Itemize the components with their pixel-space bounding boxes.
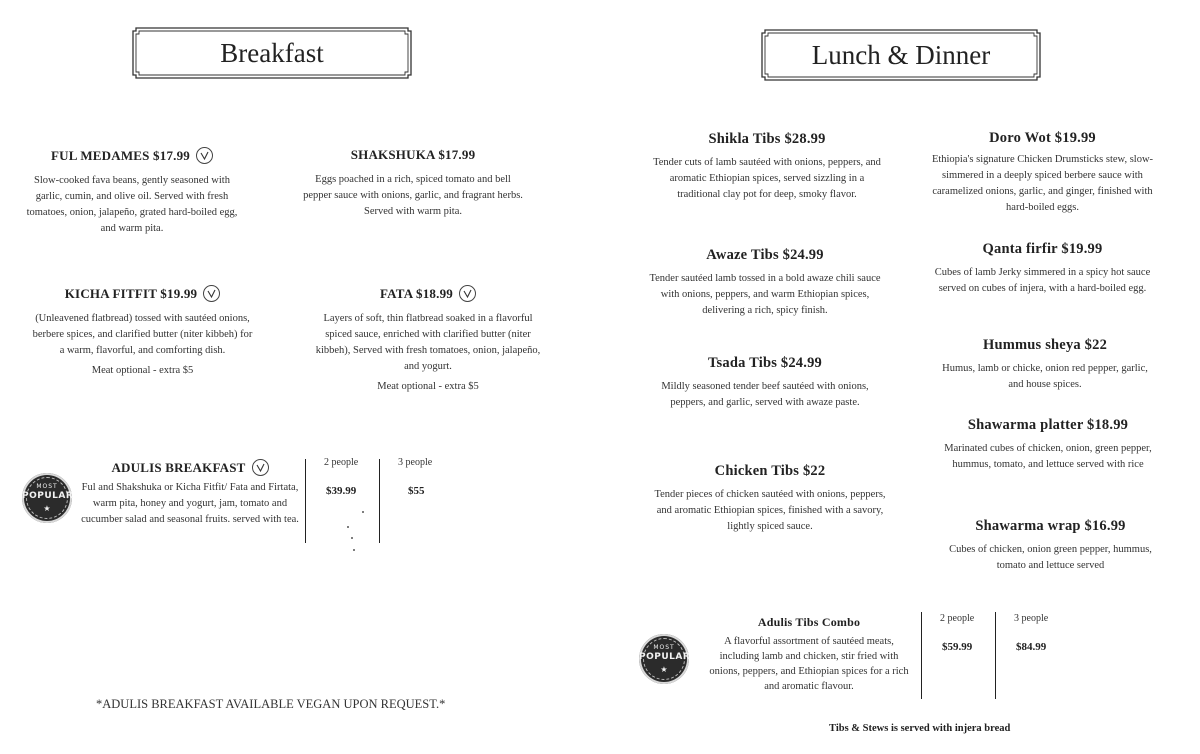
item-name: Doro Wot $19.99 [989, 130, 1096, 146]
menu-item-hummus-sheya [940, 337, 1150, 393]
price-divider [995, 612, 996, 699]
badge-top-text: MOST [36, 483, 58, 490]
item-name: Shikla Tibs $28.99 [708, 131, 826, 147]
vegan-icon [459, 285, 476, 302]
badge-top-text: MOST [653, 644, 675, 651]
lunch-dinner-banner [761, 29, 1041, 81]
menu-item-doro-wot [925, 130, 1160, 216]
most-popular-badge [639, 634, 689, 684]
item-name: Shawarma platter $18.99 [967, 417, 1129, 433]
item-name: Chicken Tibs $22 [714, 463, 826, 479]
price-col-label-3: 3 people [1014, 613, 1049, 624]
breakfast-banner [132, 27, 412, 79]
menu-item-kicha-fitfit [30, 285, 255, 376]
item-description: Tender cuts of lamb sautéed with onions, peppers, and aromatic Ethiopian spices, served sizzling in a traditional clay pot for deep, smoky flavor. [653, 157, 881, 200]
menu-item-shikla-tibs [652, 131, 882, 203]
item-name: Tsada Tibs $24.99 [708, 355, 822, 371]
item-description: (Unleavened flatbread) tossed with sautéed onions, berbere spices, and clarified butter (niter kibbeh) for a warm, flavorful, and comforting dish. [32, 313, 253, 356]
item-name: Adulis Tibs Combo [757, 615, 861, 629]
item-name: SHAKSHUKA $17.99 [350, 147, 476, 162]
item-description: Ful and Shakshuka or Kicha Fitfit/ Fata and Firtata, warm pita, honey and yogurt, jam, tomato and cucumber salad and seasonal fruits. served with tea. [81, 482, 299, 525]
menu-item-shawarma-wrap [938, 518, 1163, 574]
price-col-value-2: $59.99 [942, 641, 973, 653]
price-divider [379, 459, 380, 543]
price-col-value-3: $84.99 [1016, 641, 1047, 653]
item-name: FATA $18.99 [380, 285, 453, 301]
menu-item-tsada-tibs [652, 355, 878, 411]
item-note: Meat optional - extra $5 [377, 381, 479, 392]
menu-item-shakshuka [302, 147, 524, 220]
item-name: Shawarma wrap $16.99 [975, 518, 1126, 534]
menu-item-awaze-tibs [647, 247, 883, 319]
scan-speck [347, 526, 349, 528]
combo-adulis-tibs [708, 615, 910, 694]
vegan-icon [196, 147, 213, 164]
price-divider [921, 612, 922, 699]
breakfast-title: Breakfast [220, 37, 324, 68]
item-description: Tender sautéed lamb tossed in a bold awaze chili sauce with onions, peppers, and warm Ethiopian spices, delivering a rich, spicy finish. [649, 273, 881, 316]
item-description: Tender pieces of chicken sautéed with onions, peppers, and aromatic Ethiopian spices, finished with a savory, lightly spiced sauce. [654, 489, 886, 532]
vegan-icon [252, 459, 269, 476]
price-col-label-2: 2 people [324, 457, 359, 468]
item-description: Ethiopia's signature Chicken Drumsticks stew, slow-simmered in a deeply spiced berbere sauce with caramelized onions, garlic, and ginger, finished with hard-boiled eggs. [931, 154, 1154, 213]
most-popular-badge [22, 473, 72, 523]
breakfast-footnote: *ADULIS BREAKFAST AVAILABLE VEGAN UPON REQUEST.* [96, 697, 446, 711]
item-description: Eggs poached in a rich, spiced tomato and bell pepper sauce with onions, garlic, and fragrant herbs. Served with warm pita. [303, 174, 523, 217]
item-description: Slow-cooked fava beans, gently seasoned with garlic, cumin, and olive oil. Served with fresh tomatoes, onion, jalapeño, grated hard-boiled egg, and warm pita. [26, 175, 238, 234]
scan-speck [362, 511, 364, 513]
scan-speck [351, 537, 353, 539]
price-divider [305, 459, 306, 543]
price-col-value-2: $39.99 [326, 485, 357, 497]
lunch-dinner-title: Lunch & Dinner [811, 39, 991, 70]
item-name: Hummus sheya $22 [982, 337, 1108, 353]
menu-item-qanta-firfir [930, 241, 1155, 297]
item-name: KICHA FITFIT $19.99 [64, 285, 198, 301]
item-name: ADULIS BREAKFAST [111, 459, 246, 475]
item-note: Meat optional - extra $5 [91, 365, 194, 376]
vegan-icon [203, 285, 220, 302]
item-description: Layers of soft, thin flatbread soaked in a flavorful spiced sauce, enriched with clarified butter (niter kibbeh), Served with fresh tomatoes, onion, jalapeño, and yogurt. [315, 313, 541, 372]
price-col-value-3: $55 [408, 485, 425, 497]
combo-adulis-breakfast [76, 459, 304, 528]
menu-item-fata [312, 285, 544, 392]
menu-item-shawarma-platter [938, 417, 1158, 473]
scan-speck [353, 549, 355, 551]
star-icon: ★ [660, 665, 668, 674]
item-name: FUL MEDAMES $17.99 [50, 147, 191, 163]
badge-main-text: POPULAR [639, 652, 691, 662]
menu-item-ful-medames [22, 147, 242, 237]
price-col-label-3: 3 people [398, 457, 433, 468]
item-name: Awaze Tibs $24.99 [706, 247, 824, 263]
badge-main-text: POPULAR [22, 491, 74, 501]
lunch-footnote: Tibs & Stews is served with injera bread [829, 723, 1011, 734]
star-icon: ★ [43, 504, 51, 513]
item-description: Cubes of lamb Jerky simmered in a spicy hot sauce served on cubes of injera, with a hard-boiled egg. [934, 267, 1151, 294]
price-col-label-2: 2 people [940, 613, 975, 624]
item-description: Humus, lamb or chicke, onion red pepper, garlic, and house spices. [942, 363, 1148, 390]
item-name: Qanta firfir $19.99 [982, 241, 1103, 257]
item-description: Mildly seasoned tender beef sautéed with onions, peppers, and garlic, served with awaze paste. [661, 381, 869, 408]
item-description: Cubes of chicken, onion green pepper, hummus, tomato and lettuce served [949, 544, 1152, 571]
menu-item-chicken-tibs [652, 463, 888, 535]
item-description: Marinated cubes of chicken, onion, green pepper, hummus, tomato, and lettuce served with rice [944, 443, 1152, 470]
item-description: A flavorful assortment of sautéed meats, including lamb and chicken, stir fried with onions, peppers, and Ethiopian spices for a rich and aromatic flavour. [709, 636, 909, 692]
